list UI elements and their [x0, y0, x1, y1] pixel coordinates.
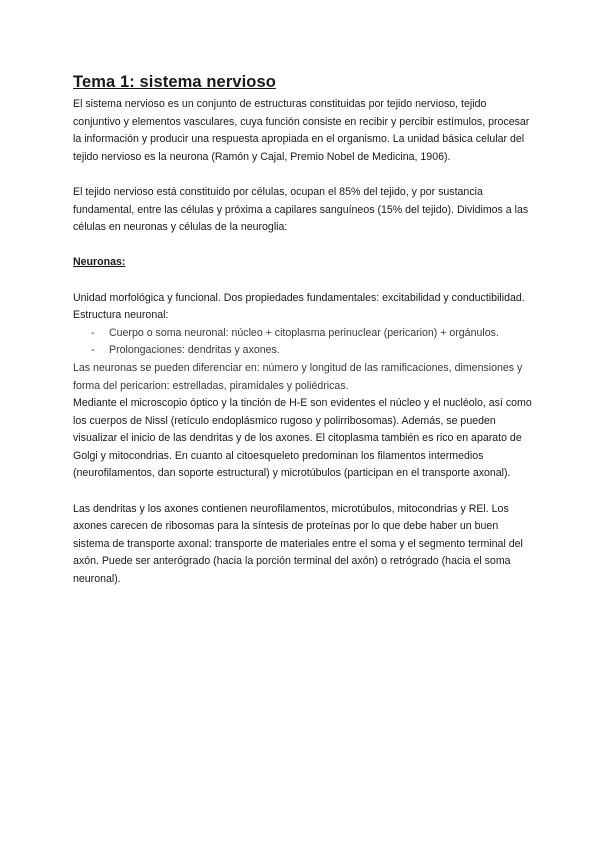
neurons-heading: Neuronas: — [73, 256, 126, 269]
dendrites-paragraph: Las dendritas y los axones contienen neurofilamentos, microtúbulos, mitocondrias y REl. Los axones carecen de ribosomas para la síntesis de proteínas por lo que debe haber un buen sistema de transporte axonal: transporte de materiales entre el soma y el segmento terminal del axón. Puede ser anterógrado (hacia la porción terminal del axón) o retrógrado (hacia el soma neuronal). — [73, 502, 523, 586]
neuron-structure-list — [73, 325, 533, 360]
list-item-text: Cuerpo o soma neuronal: núcleo + citoplasma perinuclear (pericarion) + orgánulos. — [109, 326, 499, 339]
paragraph-spacer — [73, 237, 533, 255]
list-item — [73, 325, 533, 343]
list-item-text: Prolongaciones: dendritas y axones. — [109, 344, 280, 357]
paragraph-spacer — [73, 272, 533, 290]
list-item — [73, 342, 533, 360]
document-page — [73, 72, 533, 589]
page-title: Tema 1: sistema nervioso — [73, 73, 276, 91]
differentiation-paragraph: Las neuronas se pueden diferenciar en: número y longitud de las ramificaciones, dimensiones y forma del pericarion: estrelladas, piramidales y poliédricas. — [73, 361, 523, 392]
intro-paragraph: El sistema nervioso es un conjunto de estructuras constituidas por tejido nervioso, tejido conjuntivo y elementos vasculares, cuya función consiste en recibir y percibir estímulos, procesar la información y producir una respuesta apropiada en el organismo. La unidad básica celular del tejido nervioso es la neurona (Ramón y Cajal, Premio Nobel de Medicina, 1906). — [73, 98, 530, 163]
microscope-paragraph: Mediante el microscopio óptico y la tinción de H-E son evidentes el núcleo y el nucléolo, así como los cuerpos de Nissl (retículo endoplásmico rugoso y polirribosomas). Además, se pueden visualizar el inicio de las dendritas y de los axones. El citoplasma también es rico en aparato de Golgi y mitocondrias. En cuanto al citoesqueleto predominan los filamentos intermedios (neurofilamentos, dan soporte estructural) y microtúbulos (participan en el transporte axonal). — [73, 397, 532, 480]
tissue-paragraph: El tejido nervioso está constituido por células, ocupan el 85% del tejido, y por sustancia fundamental, entre las células y próxima a capilares sanguíneos (15% del tejido). Dividimos a las células en neuronas y células de la neuroglia: — [73, 185, 529, 234]
bullet-dash: - — [91, 326, 95, 339]
paragraph-spacer — [73, 483, 533, 501]
bullet-dash: - — [91, 344, 95, 357]
paragraph-spacer — [73, 166, 533, 184]
neurons-intro-paragraph: Unidad morfológica y funcional. Dos propiedades fundamentales: excitabilidad y conductibilidad. Estructura neuronal: — [73, 291, 525, 322]
